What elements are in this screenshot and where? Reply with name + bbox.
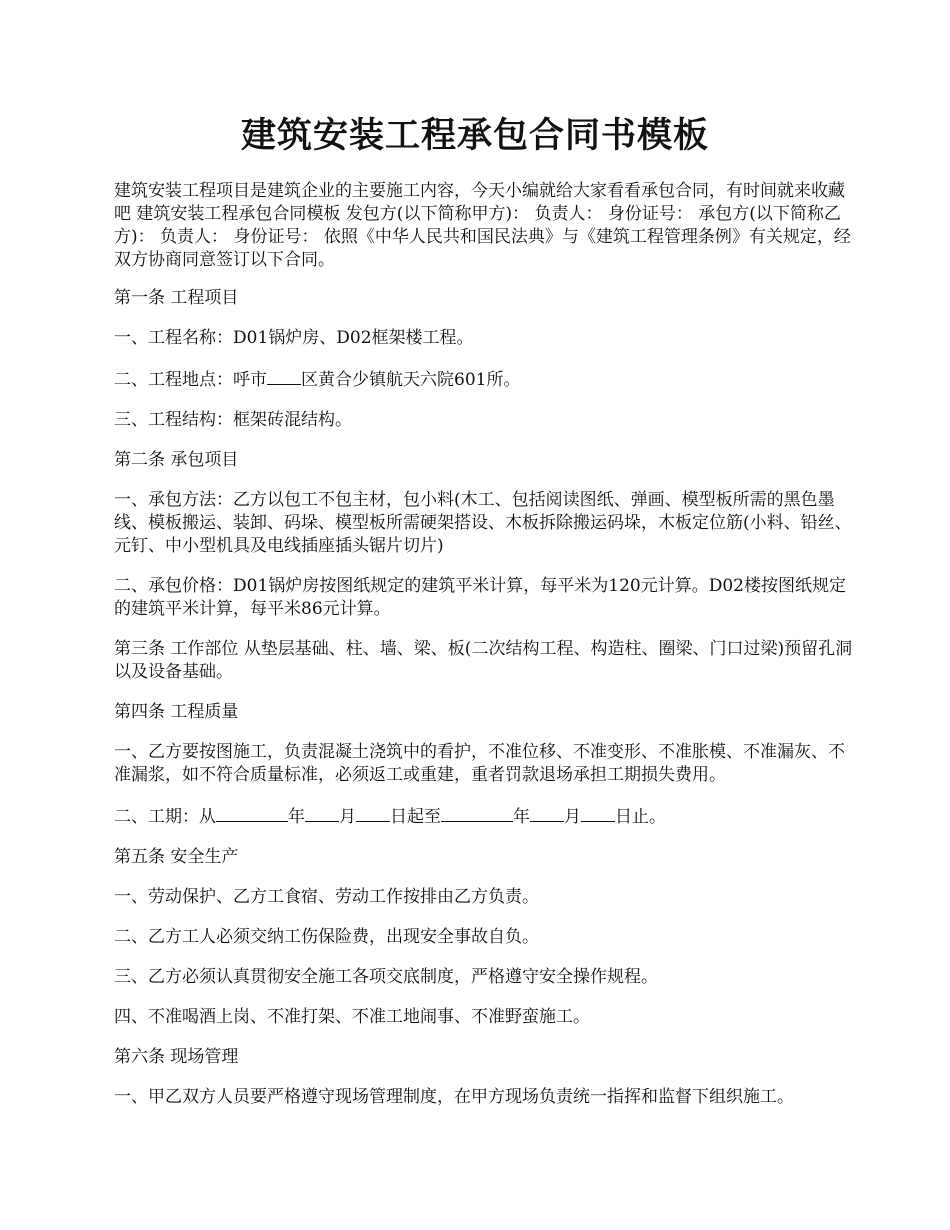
day-end-label: 日止。 [615,807,666,827]
month-label-2: 月 [564,807,581,827]
article-2-heading: 第二条 承包项目 [114,450,239,470]
blank-line [356,804,390,822]
article-4-heading: 第四条 工程质量 [114,702,239,722]
article-1-item-2 [114,367,854,392]
document-body [114,180,854,1126]
blank-line [267,367,301,385]
article-1-heading: 第一条 工程项目 [114,288,239,308]
article-2-item-2: 二、承包价格：D01锅炉房按图纸规定的建筑平米计算，每平米为120元计算。D02楼按图纸规定的建筑平米计算，每平米86元计算。 [114,576,846,619]
period-label: 二、工期：从 [114,807,216,827]
article-1-item-2-part-a: 二、工程地点：呼市 [114,370,267,390]
article-5-item-3: 三、乙方必须认真贯彻安全施工各项交底制度，严格遵守安全操作规程。 [114,967,658,987]
article-5-heading: 第五条 安全生产 [114,847,239,867]
blank-line [530,804,564,822]
article-4-item-2 [114,804,854,829]
article-1-item-2-part-b: 区黄合少镇航天六院601所。 [301,370,521,390]
year-label: 年 [288,807,305,827]
month-label: 月 [339,807,356,827]
year-label-2: 年 [513,807,530,827]
article-6-item-1: 一、甲乙双方人员要严格遵守现场管理制度，在甲方现场负责统一指挥和监督下组织施工。 [114,1087,794,1107]
article-5-item-1: 一、劳动保护、乙方工食宿、劳动工作按排由乙方负责。 [114,887,539,907]
article-6-heading: 第六条 现场管理 [114,1047,239,1067]
article-1-item-3: 三、工程结构：框架砖混结构。 [114,410,352,430]
article-1-item-1: 一、工程名称：D01锅炉房、D02框架楼工程。 [114,328,474,348]
article-2-item-1: 一、承包方法：乙方以包工不包主材，包小料(木工、包括阅读图纸、弹画、模型板所需的黑色墨线、模板搬运、装卸、码垛、模型板所需硬架搭设、木板拆除搬运码垛，木板定位筋(小料、铅丝、元钉、中小型机具及电线插座插头锯片切片) [114,490,852,556]
blank-line [441,804,513,822]
article-4-item-1: 一、乙方要按图施工，负责混凝土浇筑中的看护，不准位移、不准变形、不准胀模、不准漏灰、不准漏浆，如不符合质量标准，必须返工或重建，重者罚款退场承担工期损失费用。 [114,742,845,785]
article-3: 第三条 工作部位 从垫层基础、柱、墙、梁、板(二次结构工程、构造柱、圈梁、门口过梁)预留孔洞以及设备基础。 [114,639,853,682]
document-title: 建筑安装工程承包合同书模板 [240,115,709,156]
article-5-item-4: 四、不准喝酒上岗、不准打架、不准工地闹事、不准野蛮施工。 [114,1007,590,1027]
article-5-item-2: 二、乙方工人必须交纳工伤保险费，出现安全事故自负。 [114,927,539,947]
blank-line [581,804,615,822]
blank-line [305,804,339,822]
day-to-label: 日起至 [390,807,441,827]
blank-line [216,804,288,822]
intro-paragraph: 建筑安装工程项目是建筑企业的主要施工内容，今天小编就给大家看看承包合同，有时间就来收藏吧 建筑安装工程承包合同模板 发包方(以下简称甲方)： 负责人： 身份证号： 承包方(以下简称乙方)： 负责人： 身份证号： 依照《中华人民共和国民法典》与《建筑工程管理条例》有关规定，经双方协商同意签订以下合同。 [114,181,851,270]
